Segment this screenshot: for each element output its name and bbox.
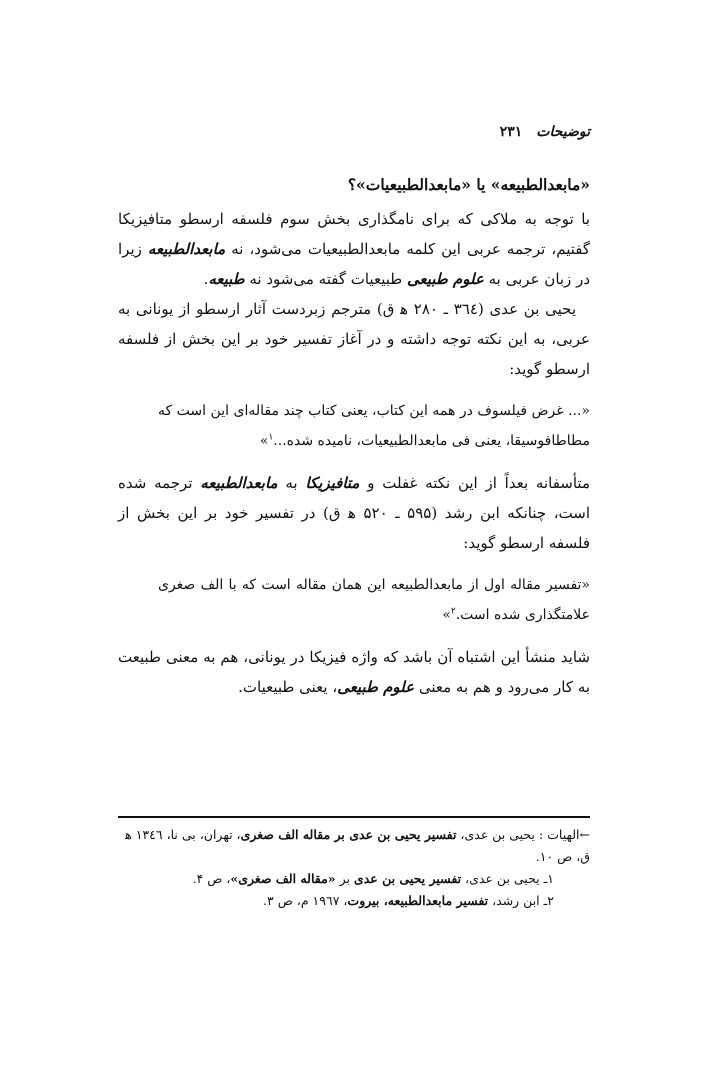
footnote-1 [118, 868, 590, 890]
page-number: ۲۳۱ [499, 124, 523, 140]
emphasis-oloum-tabiei: علوم طبیعی [406, 270, 484, 288]
block-quote-1 [118, 396, 590, 456]
footnote-1-text-c: بر [335, 871, 354, 886]
paragraph-1-text-g: . [203, 270, 209, 288]
footnote-0-title: تفسیر یحیی بن عدی بر مقاله الف صغری [240, 827, 457, 842]
footnote-1-text-e: ، ص ۴. [192, 871, 231, 886]
quote-1-text: «... غرض فیلسوف در همه این کتاب، یعنی کتاب چند مقاله‌ای این است که مطاطافوسیقا، یعنی فی مابعدالطبیعیات، نامیده شده... [158, 403, 590, 449]
emphasis-metaphysica: متافیزیکا [305, 474, 360, 492]
quote-2-text: «تفسیر مقاله اول از مابعدالطبیعه این همان مقاله است که با الف صغری علامتگذاری شده است. [158, 577, 590, 623]
running-title: توضیحات [536, 124, 590, 140]
block-quote-2 [118, 570, 590, 630]
paragraph-3-text-a: متأسفانه بعداً از این نکته غفلت و [359, 474, 590, 492]
footnote-2-title: تفسیر مابعدالطبیعه، بیروت [347, 893, 489, 908]
emphasis-mabadaltabiah: مابعدالطبیعه [147, 240, 226, 258]
paragraph-1-text-c: زیرا در زبان عربی به [118, 240, 590, 288]
emphasis-oloum-tabiei-2: علوم طبیعی [337, 678, 415, 696]
paragraph-3-text-e: ترجمه شده است، چنانکه ابن رشد (۵۹۵ ـ ۵۲۰ ه‍ ق) در تفسیر خود بر این بخش از فلسفه ارسطو گوید: [118, 474, 591, 552]
footnote-continued [118, 824, 590, 868]
footnote-0-text-c: ، تهران، بی نا، ۱۳٤٦ ه‍ ق، ص ۱۰. [125, 827, 590, 864]
emphasis-tabiah: طبیعه [208, 270, 245, 288]
paragraph-1-text-a: با توجه به ملاکی که برای نامگذاری بخش سوم فلسفه ارسطو متافیزیکا گفتیم، ترجمه عربی این کلمه مابعدالطبیعیات می‌شود، نه [118, 210, 590, 258]
footnote-ref-1: ۱ [268, 432, 274, 443]
footnote-1-title: تفسیر یحیی بن عدی [353, 871, 462, 886]
section-heading: «مابعدالطبیعه» یا «مابعدالطبیعیات»؟ [347, 175, 590, 194]
paragraph-1-text-e: طبیعیات گفته می‌شود نه [244, 270, 407, 288]
quote-1-close: » [259, 433, 269, 449]
paragraph-3 [118, 468, 590, 558]
paragraph-1 [118, 204, 590, 294]
footnote-1-subtitle: «مقاله الف صغری» [230, 871, 336, 886]
main-text [118, 170, 590, 702]
paragraph-4-text-a: شاید منشأ این اشتباه آن باشد که واژه فیزیکا در یونانی، هم به معنی طبیعت به کار می‌رود و هم به معنی [118, 648, 590, 696]
paragraph-4-text-c: ، یعنی طبیعیات. [238, 678, 338, 696]
footnote-2-text-c: ، ۱۹٦۷ م، ص ۳. [263, 893, 348, 908]
footnote-2 [118, 890, 590, 912]
footnote-2-text-a: ۲ـ ابن رشد، [488, 893, 554, 908]
book-page [118, 0, 590, 1065]
paragraph-4 [118, 642, 590, 702]
paragraph-3-text-c: به [277, 474, 306, 492]
page-header [118, 124, 590, 146]
quote-2-close: » [442, 607, 451, 623]
footnote-1-text-a: ۱ـ یحیی بن عدی، [461, 871, 554, 886]
emphasis-mabadaltabiah-2: مابعدالطبیعه [200, 474, 278, 492]
footnote-divider [118, 816, 590, 818]
footnote-ref-2: ۲ [450, 606, 456, 617]
paragraph-2: یحیی بن عدی (۳٦٤ ـ ۲۸۰ ه‍ ق) مترجم زبردست آثار ارسطو از یونانی به عربی، به این نکته توجه داشته و در آغاز تفسیر خود بر این بخش از فلسفه ارسطو گوید: [118, 300, 590, 378]
footnote-0-text-a: ←الهیات : یحیی بن عدی، [456, 827, 590, 842]
footnotes [118, 824, 590, 912]
